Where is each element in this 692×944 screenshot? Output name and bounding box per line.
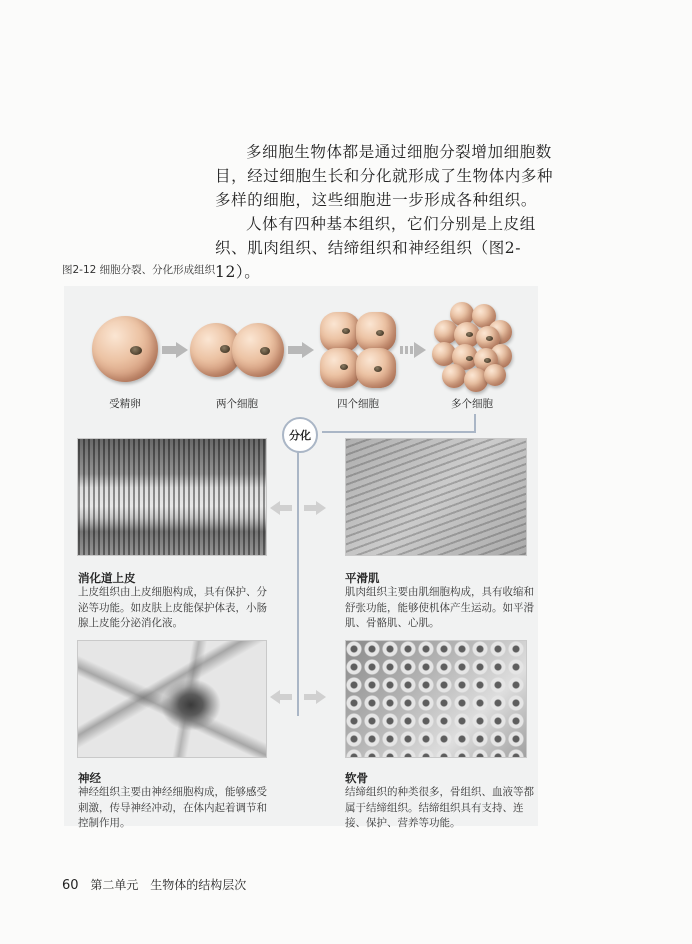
arrow-right-icon [304, 690, 326, 704]
connector-line [297, 446, 299, 716]
figure-caption: 图2-12 细胞分裂、分化形成组织 [62, 264, 216, 276]
stage-label-zygote: 受精卵 [109, 398, 141, 410]
tissue-desc-smooth-muscle: 肌肉组织主要由肌细胞构成，具有收缩和舒张功能，能够使机体产生运动。如平滑肌、骨骼肌、心肌。 [345, 586, 534, 629]
arrow-right-icon [162, 342, 188, 358]
stage-label-four-cells: 四个细胞 [337, 398, 379, 410]
four-cell-icon [320, 348, 360, 388]
cartilage-micrograph [345, 640, 527, 758]
footer-section: 生物体的结构层次 [150, 878, 247, 892]
arrow-left-icon [270, 501, 292, 515]
smooth-muscle-micrograph [345, 438, 527, 556]
four-cell-icon [356, 348, 396, 388]
tissue-desc-cartilage: 结缔组织的种类很多，骨组织、血液等都属于结缔组织。结缔组织具有支持、连接、保护、营养等功能。 [345, 786, 534, 829]
arrow-right-icon [288, 342, 314, 358]
epithelium-micrograph [77, 438, 267, 556]
paragraph-1: 多细胞生物体都是通过细胞分裂增加细胞数目，经过细胞生长和分化就形成了生物体内多种多样的细胞，这些细胞进一步形成各种组织。 [215, 143, 554, 209]
tissue-title-smooth-muscle: 平滑肌 [345, 571, 380, 585]
stage-label-many-cells: 多个细胞 [451, 398, 493, 410]
body-text [215, 140, 555, 284]
connector-line [322, 431, 476, 433]
paragraph-2: 人体有四种基本组织，它们分别是上皮组织、肌肉组织、结缔组织和神经组织（图2-12）。 [215, 215, 536, 281]
arrow-left-icon [270, 690, 292, 704]
page-number: 60 [62, 878, 79, 893]
arrow-right-dashed-icon [400, 342, 426, 358]
arrow-right-icon [304, 501, 326, 515]
differentiation-label: 分化 [289, 429, 311, 442]
tissue-title-nerve: 神经 [78, 771, 101, 785]
four-cell-icon [356, 312, 396, 352]
four-cell-icon [320, 312, 360, 352]
footer-unit: 第二单元 [90, 878, 139, 892]
connector-line [474, 414, 476, 432]
morula-icon [432, 302, 512, 394]
tissue-title-cartilage: 软骨 [345, 771, 368, 785]
page-footer [62, 876, 246, 893]
tissue-title-epithelium: 消化道上皮 [78, 571, 136, 585]
zygote-cell-icon [92, 316, 158, 382]
tissue-desc-nerve: 神经组织主要由神经细胞构成，能够感受刺激，传导神经冲动，在体内起着调节和控制作用。 [78, 786, 267, 829]
two-cell-right-icon [232, 323, 284, 377]
figure-panel [64, 286, 538, 829]
stage-label-two-cells: 两个细胞 [216, 398, 258, 410]
nerve-micrograph [77, 640, 267, 758]
tissue-desc-epithelium: 上皮组织由上皮细胞构成，具有保护、分泌等功能。如皮肤上皮能保护体表，小肠腺上皮能分泌消化液。 [78, 586, 267, 629]
differentiation-badge [282, 417, 318, 453]
